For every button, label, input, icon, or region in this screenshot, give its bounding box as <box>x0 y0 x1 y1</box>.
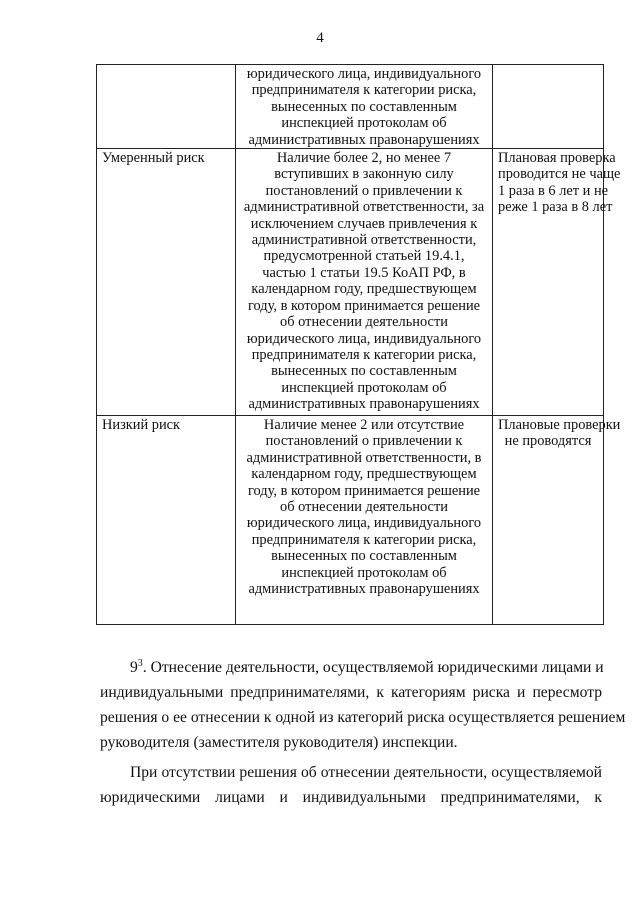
inspection-frequency-cell <box>493 65 604 149</box>
criteria-line: вынесенных по составленным <box>271 548 457 565</box>
paragraph-line: При отсутствии решения об отнесении деятельности, осуществляемой <box>130 764 602 781</box>
risk-category-cell: Низкий риск <box>97 416 236 625</box>
criteria-line: вынесенных по составленным <box>271 98 457 115</box>
criteria-line: инспекцией протоколам об <box>281 379 447 396</box>
criteria-line: Наличие более 2, но менее 7 <box>276 150 452 167</box>
page-number: 4 <box>316 30 324 46</box>
paragraph-9-3 <box>100 651 626 755</box>
paragraph-line: руководителя (заместителя руководителя) инспекции. <box>100 734 458 752</box>
inspection-frequency-cell <box>493 416 621 625</box>
frequency-line: 1 раза в 6 лет и не <box>498 182 609 199</box>
criteria-line: календарном году, предшествующем <box>251 281 477 298</box>
risk-category-cell: Умеренный риск <box>97 149 236 416</box>
criteria-line: об отнесении деятельности <box>280 499 448 516</box>
risk-criteria-cell <box>236 416 493 625</box>
risk-criteria-cell <box>236 65 493 149</box>
risk-category-table <box>96 64 621 625</box>
table-row <box>97 416 604 625</box>
risk-criteria-cell <box>236 149 493 416</box>
criteria-line: частью 1 статьи 19.5 КоАП РФ, в <box>262 264 466 281</box>
criteria-line: административной ответственности, <box>251 232 477 249</box>
criteria-line: юридического лица, индивидуального <box>246 66 482 82</box>
criteria-line: инспекцией протоколам об <box>281 564 447 581</box>
paragraph-line: юридическими лицами и индивидуальными предпринимателями, к <box>100 789 602 806</box>
criteria-line: году, в котором принимается решение <box>247 297 481 314</box>
criteria-line: году, в котором принимается решение <box>247 482 481 499</box>
paragraph-first-line <box>100 651 602 680</box>
paragraph-line: индивидуальными предпринимателями, к категориям риска и пересмотр <box>100 684 602 702</box>
paragraph-line: решения о ее отнесении к одной из категорий риска осуществляется решением <box>100 709 626 727</box>
criteria-line: вынесенных по составленным <box>271 363 457 380</box>
frequency-line: Плановая проверка <box>498 150 616 167</box>
criteria-line: Наличие менее 2 или отсутствие <box>263 417 465 434</box>
table-row <box>97 65 604 149</box>
criteria-line: вступивших в законную силу <box>274 166 454 183</box>
criteria-line: исключением случаев привлечения к <box>250 215 478 232</box>
criteria-line: административной ответственности, в <box>246 449 482 466</box>
criteria-line: календарном году, предшествующем <box>251 466 477 483</box>
frequency-line: Плановые проверки <box>498 417 621 434</box>
criteria-line: предпринимателя к категории риска, <box>251 82 477 99</box>
paragraph-no-decision <box>100 760 602 810</box>
criteria-line: административных правонарушениях <box>248 396 480 413</box>
paragraph-number: 9 <box>130 659 138 677</box>
criteria-line: постановлений о привлечении к <box>265 433 463 450</box>
criteria-line: инспекцией протоколам об <box>281 115 447 132</box>
criteria-line: предпринимателя к категории риска, <box>251 346 477 363</box>
criteria-line: юридического лица, индивидуального <box>246 515 482 532</box>
frequency-line: не проводятся <box>504 433 592 450</box>
criteria-line: постановлений о привлечении к <box>265 182 463 199</box>
criteria-line: предусмотренной статьей 19.4.1, <box>263 248 465 265</box>
criteria-line: административных правонарушениях <box>248 581 480 598</box>
criteria-line: административной ответственности, за <box>243 199 485 216</box>
risk-category-cell <box>97 65 236 149</box>
paragraph-first-line-text: . Отнесение деятельности, осуществляемой юридическими лицами и <box>142 659 604 677</box>
criteria-line: об отнесении деятельности <box>280 314 448 331</box>
criteria-line: юридического лица, индивидуального <box>246 330 482 347</box>
frequency-line: реже 1 раза в 8 лет <box>498 199 613 216</box>
criteria-line: административных правонарушениях <box>248 131 480 148</box>
paragraph-number-superscript: 3 <box>137 658 143 669</box>
table-row <box>97 149 604 416</box>
criteria-line: предпринимателя к категории риска, <box>251 531 477 548</box>
frequency-line: проводится не чаще <box>498 166 621 183</box>
inspection-frequency-cell <box>493 149 621 416</box>
